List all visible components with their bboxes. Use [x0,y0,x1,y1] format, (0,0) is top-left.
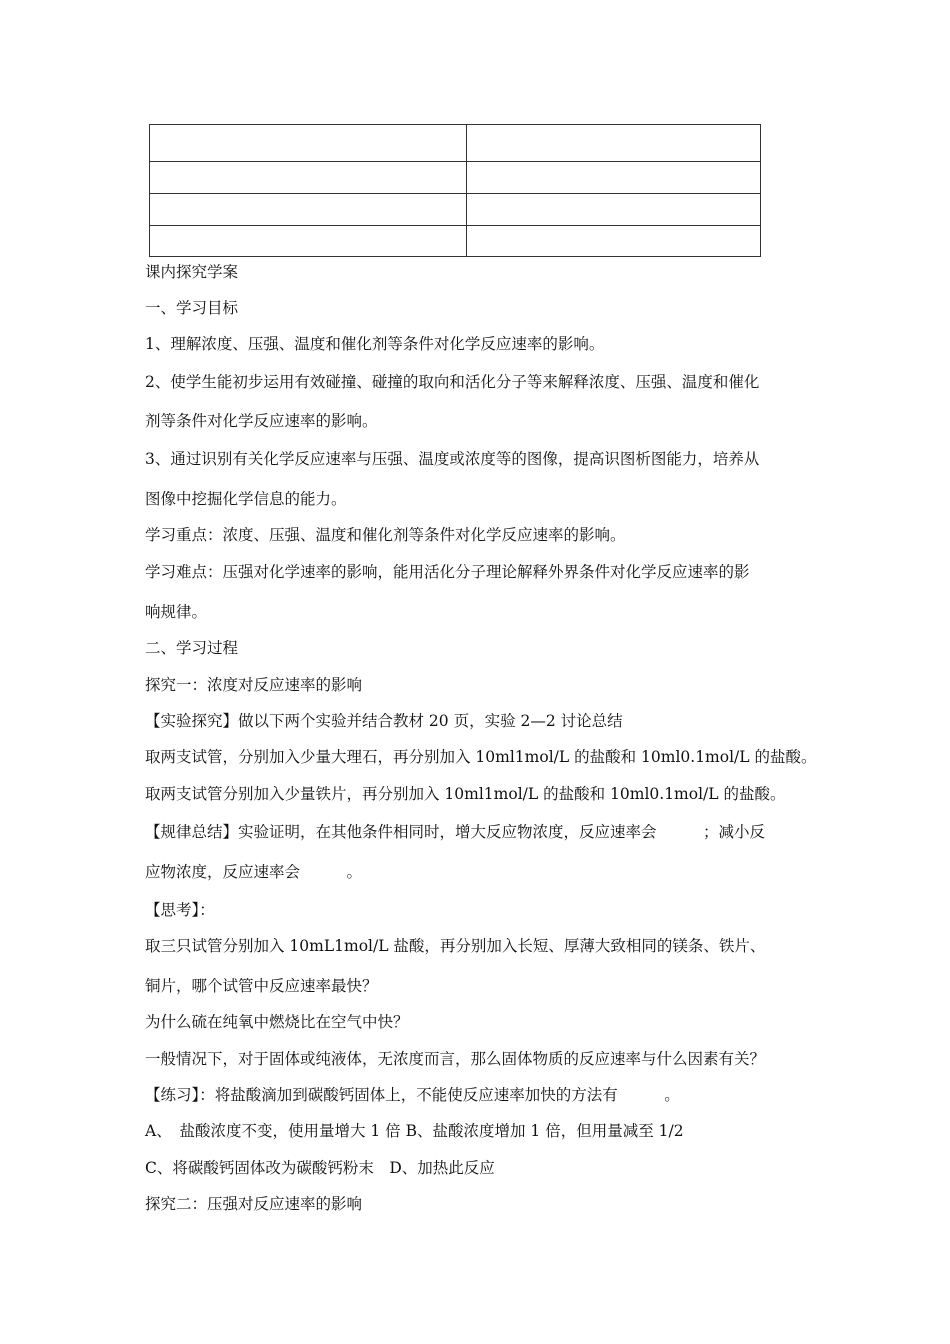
paragraph-line: 取三只试管分别加入 10mL1mol/L 盐酸，再分别加入长短、厚薄大致相同的镁条、铁片、 [145,937,766,955]
difficulty-line: 响规律。 [145,603,208,621]
paragraph-line: 一般情况下，对于固体或纯液体，无浓度而言，那么固体物质的反应速率与什么因素有关？ [145,1050,766,1068]
table-cell [150,162,467,194]
objective-line: 2、使学生能初步运用有效碰撞、碰撞的取向和活化分子等来解释浓度、压强、温度和催化 [145,373,760,391]
objective-line: 3、通过识别有关化学反应速率与压强、温度或浓度等的图像，提高识图析图能力，培养从 [145,450,760,468]
table-cell [150,125,467,162]
table-cell [150,194,467,226]
section-heading: 二、学习过程 [145,639,239,657]
objective-line: 图像中挖掘化学信息的能力。 [145,490,347,508]
option-line: C、将碳酸钙固体改为碳酸钙粉末 D、加热此反应 [145,1159,495,1177]
difficulty-line: 学习难点：压强对化学速率的影响，能用活化分子理论解释外界条件对化学反应速率的影 [145,563,750,581]
table-cell [467,194,761,226]
exercise-line: 【练习】：将盐酸滴加到碳酸钙固体上，不能使反应速率加快的方法有 。 [145,1086,680,1104]
key-point-line: 学习重点：浓度、压强、温度和催化剂等条件对化学反应速率的影响。 [145,526,626,544]
blank-table [149,124,761,257]
subsection-heading: 探究一：浓度对反应速率的影响 [145,676,363,694]
paragraph-line: 为什么硫在纯氧中燃烧比在空气中快？ [145,1013,409,1031]
paragraph-line: 铜片，哪个试管中反应速率最快？ [145,977,378,995]
paragraph-line: 【实验探究】做以下两个实验并结合教材 20 页，实验 2—2 讨论总结 [145,712,623,730]
section-heading: 课内探究学案 [145,263,239,281]
paragraph-line: 【思考】： [145,901,215,919]
objective-line: 剂等条件对化学反应速率的影响。 [145,412,378,430]
paragraph-line: 应物浓度，反应速率会 。 [145,863,363,881]
section-heading: 一、学习目标 [145,299,239,317]
table-cell [150,226,467,257]
paragraph-line: 取两支试管，分别加入少量大理石，再分别加入 10ml1mol/L 的盐酸和 10ml0.1mol/L 的盐酸。 [145,748,817,766]
subsection-heading: 探究二：压强对反应速率的影响 [145,1195,363,1213]
table-cell [467,162,761,194]
paragraph-line: 【规律总结】实验证明，在其他条件相同时，增大反应物浓度，反应速率会 ；减小反 [145,823,766,841]
table-cell [467,125,761,162]
table-cell [467,226,761,257]
objective-line: 1、理解浓度、压强、温度和催化剂等条件对化学反应速率的影响。 [145,335,605,353]
paragraph-line: 取两支试管分别加入少量铁片，再分别加入 10ml1mol/L 的盐酸和 10ml0.1mol/L 的盐酸。 [145,785,786,803]
option-line: A、 盐酸浓度不变，使用量增大 1 倍 B、盐酸浓度增加 1 倍，但用量减至 1/2 [145,1122,684,1140]
